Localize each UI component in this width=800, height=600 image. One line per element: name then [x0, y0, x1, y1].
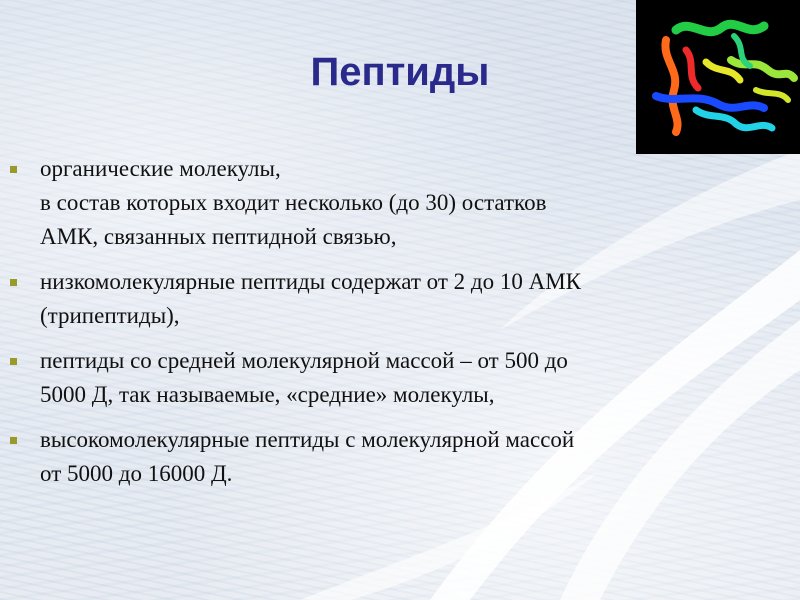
bullet-list: [0, 152, 790, 502]
bullet-line: АМК, связанных пептидной связью,: [40, 224, 397, 249]
bullet-square-icon: [10, 166, 17, 173]
bullet-line: (трипептиды),: [40, 303, 180, 328]
bullet-square-icon: [10, 358, 17, 365]
bullet-square-icon: [10, 279, 17, 286]
bullet-line: высокомолекулярные пептиды с молекулярной массой: [40, 427, 575, 452]
bullet-square-icon: [10, 437, 17, 444]
bullet-item: [0, 344, 790, 412]
protein-structure-ribbon-image: [636, 0, 800, 154]
slide-title: Пептиды: [310, 50, 490, 94]
bullet-item: [0, 423, 790, 491]
bullet-line: низкомолекулярные пептиды содержат от 2 до 10 АМК: [40, 269, 582, 294]
bullet-line: органические молекулы,: [40, 156, 281, 181]
bullet-item: [0, 152, 790, 254]
bullet-item: [0, 265, 790, 333]
bullet-line: от 5000 до 16000 Д.: [40, 461, 233, 486]
bullet-line: в состав которых входит несколько (до 30) остатков: [40, 190, 547, 215]
bullet-line: пептиды со средней молекулярной массой – от 500 до: [40, 348, 568, 373]
bullet-line: 5000 Д, так называемые, «средние» молекулы,: [40, 382, 495, 407]
